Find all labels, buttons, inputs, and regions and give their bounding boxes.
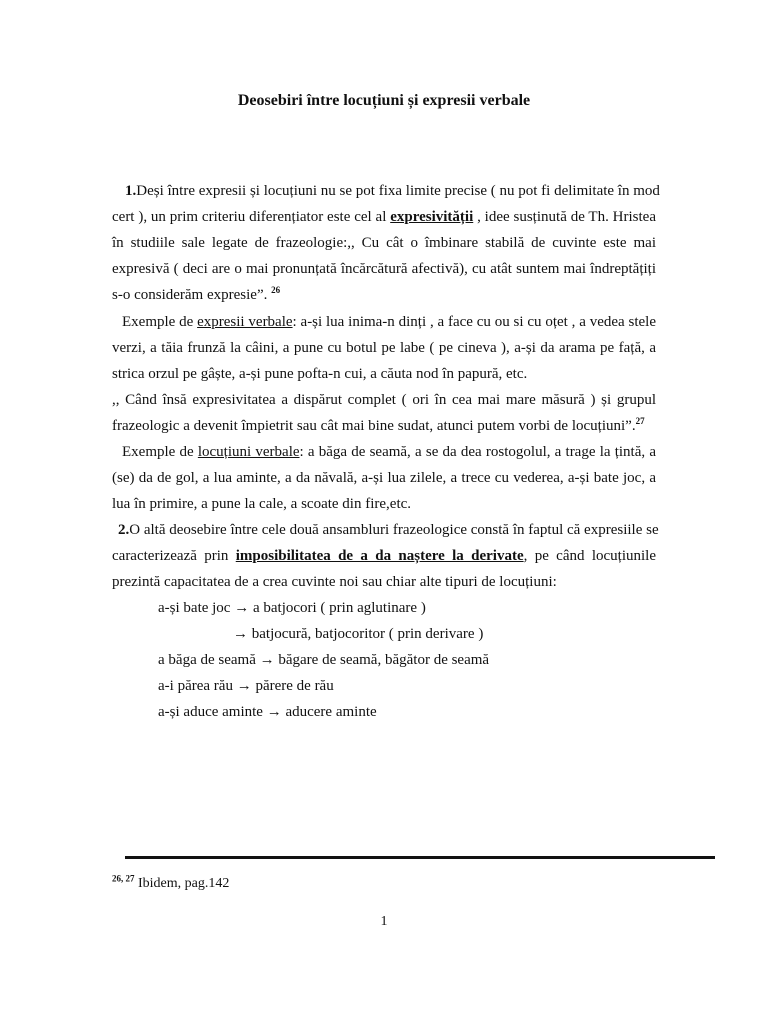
paragraph-2-line-3 (112, 361, 527, 387)
paragraph-4-line-2: (se) da de gol, a lua aminte, a da năvală, a-și lua zilele, a trece cu vederea, a-și bate joc, a (112, 470, 656, 486)
underlined-locutiuni-verbale: locuțiuni verbale (197, 444, 300, 460)
example-item: → batjocură, batjocoritor ( prin derivare ) (233, 626, 484, 642)
example-item: a băga de seamă → băgare de seamă, băgător de seamă (158, 652, 490, 668)
example-item: a-și bate joc → a batjocori ( prin aglutinare ) (158, 600, 426, 616)
text-span: : a băga de seamă, a se da dea rostogolul, a trage la țintă, a (299, 444, 656, 460)
text-span: frazeologic a devenit împietrit sau cât mai bine sudat, atunci putem vorbi de locuțiuni”. (112, 418, 636, 434)
underlined-expresii-verbale: expresii verbale (197, 314, 293, 330)
paragraph-3-line-1: ,, Când însă expresivitatea a dispărut complet ( ori în cea mai mare măsură ) și grupul (112, 392, 656, 408)
footnote (112, 873, 230, 892)
paragraph-3-line-2 (112, 413, 645, 439)
paragraph-5-line-1 (118, 517, 659, 543)
paragraph-1-line-1 (125, 178, 660, 204)
text-span: cert ), un prim criteriu diferențiator este cel al (112, 209, 391, 225)
text-span: strica orzul pe gâște, a-și pune pofta-n cui, a căuta nod în papură, etc. (112, 366, 528, 382)
paragraph-number: 1. (125, 183, 137, 199)
footnote-text: Ibidem, pag.142 (134, 876, 230, 891)
paragraph-4-line-1 (122, 439, 656, 465)
paragraph-5-line-3 (112, 569, 557, 595)
paragraph-2-line-2: verzi, a tăia frunză la câini, a pune cu botul pe labe ( pe cineva ), a-și da arama pe față, a (112, 340, 656, 356)
paragraph-2-line-1 (122, 309, 656, 335)
text-span: lua în primire, a pune la cale, a scoate din fire,etc. (112, 496, 412, 512)
example-item: a-i părea rău → părere de rău (158, 678, 334, 694)
paragraph-1-line-4: expresivă ( deci are o mai pronunțată încărcătură afectivă), cu atât suntem mai îndreptățiți (112, 261, 656, 277)
text-span: , idee susținută de Th. Hristea (473, 209, 656, 225)
text-span: Exemple de (122, 314, 198, 330)
page-number: 1 (380, 914, 388, 929)
emphasis-expresivitatii: expresivității (390, 209, 474, 225)
footnote-separator (125, 856, 715, 859)
paragraph-1-line-2 (112, 204, 656, 230)
paragraph-4-line-3 (112, 491, 411, 517)
example-item: a-și aduce aminte → aducere aminte (158, 704, 377, 720)
text-span: prezintă capacitatea de a crea cuvinte noi sau chiar alte tipuri de locuțiuni: (112, 574, 557, 590)
text-span: Deși între expresii și locuțiuni nu se pot fixa limite precise ( nu pot fi delimitate în mod (136, 183, 660, 199)
footnote-marker: 26, 27 (112, 873, 135, 884)
footnote-ref-26: 26 (271, 285, 281, 295)
footnote-ref-27: 27 (635, 416, 645, 426)
emphasis-imposibilitatea: imposibilitatea de a da naștere la derivate (235, 548, 524, 564)
paragraph-number: 2. (118, 522, 130, 538)
text-span: O altă deosebire între cele două ansambluri frazeologice constă în faptul că expresiile se (129, 522, 659, 538)
text-span: : a-și lua inima-n dinți , a face cu ou si cu oțet , a vedea stele (292, 314, 656, 330)
paragraph-1-line-3: în studiile sale legate de frazeologie:,, Cu cât o îmbinare stabilă de cuvinte este mai (112, 235, 656, 251)
page-title: Deosebiri între locuțiuni și expresii verbale (237, 92, 531, 109)
paragraph-1-line-5 (112, 282, 280, 308)
paragraph-5-line-2 (112, 543, 656, 569)
text-span: s-o considerăm expresie”. (112, 287, 272, 303)
text-span: Exemple de (122, 444, 198, 460)
text-span: caracterizează prin (112, 548, 236, 564)
text-span: , pe când locuțiunile (523, 548, 656, 564)
